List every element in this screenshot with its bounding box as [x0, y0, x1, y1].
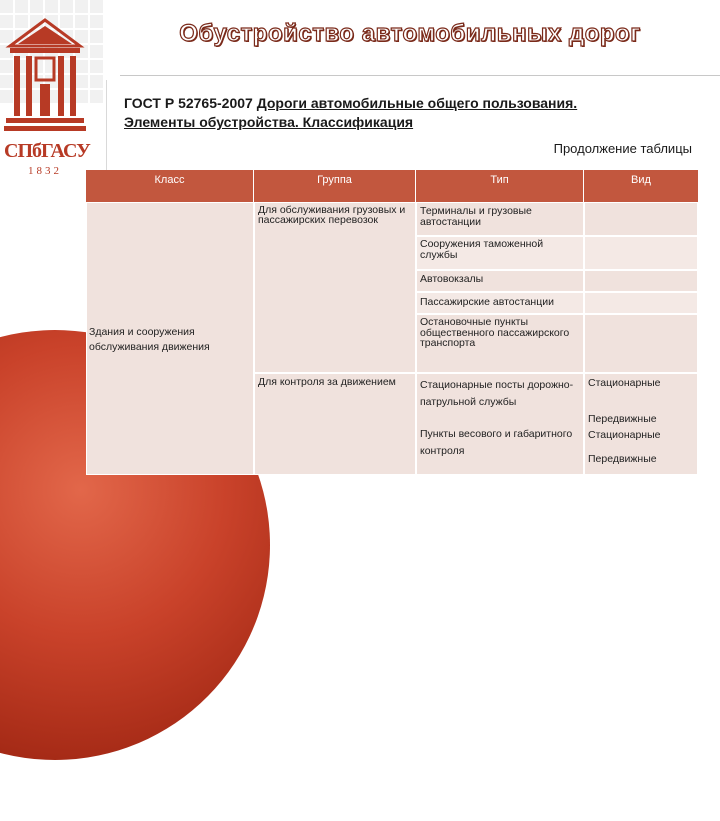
type-label-1: Терминалы и грузовые автостанции	[420, 205, 532, 228]
column-header-kind: Вид	[584, 170, 698, 202]
grid-square	[90, 45, 103, 58]
grid-square	[90, 30, 103, 43]
kind-label-4: Передвижные	[588, 453, 657, 465]
class-label: Здания и сооружения обслуживания движения	[89, 326, 210, 353]
table-continuation-note: Продолжение таблицы	[553, 141, 692, 156]
type-cell-6	[416, 373, 584, 475]
column-header-class: Класс	[86, 170, 254, 202]
kind-cell-2	[584, 236, 698, 270]
class-cell	[86, 202, 254, 475]
kind-label-2: Передвижные	[588, 413, 657, 425]
building-icon	[4, 18, 86, 140]
column-header-type: Тип	[416, 170, 584, 202]
grid-square	[45, 0, 58, 13]
classification-table	[86, 170, 698, 475]
grid-square	[90, 0, 103, 13]
type-label-7: Пункты весового и габаритного контроля	[420, 428, 573, 457]
grid-square	[90, 60, 103, 73]
column-header-group: Группа	[254, 170, 416, 202]
kind-cell-5	[584, 314, 698, 373]
type-cell-2	[416, 236, 584, 270]
type-label-5: Остановочные пункты общественного пассажирского транспорта	[420, 316, 570, 349]
type-cell-3	[416, 270, 584, 292]
type-cell-1	[416, 202, 584, 236]
document-reference-line-1	[124, 95, 577, 111]
kind-cell-6	[584, 373, 698, 475]
grid-square	[0, 0, 13, 13]
title-divider	[120, 75, 720, 76]
type-label-2: Сооружения таможенной службы	[420, 238, 544, 261]
grid-square	[90, 15, 103, 28]
kind-label-3: Стационарные	[588, 429, 661, 441]
type-label-4: Пассажирские автостанции	[420, 296, 554, 308]
kind-cell-1	[584, 202, 698, 236]
type-label-3: Автовокзалы	[420, 273, 484, 285]
logo-text: СПбГАСУ	[4, 140, 90, 162]
group-cell-1	[254, 202, 416, 373]
university-logo	[4, 18, 90, 180]
document-reference-line-2[interactable]: Элементы обустройства. Классификация	[124, 114, 414, 130]
grid-square	[30, 0, 43, 13]
type-label-6: Стационарные посты дорожно-патрульной службы	[420, 379, 574, 408]
kind-label-1: Стационарные	[588, 377, 661, 389]
kind-cell-3	[584, 270, 698, 292]
group-label-1: Для обслуживания грузовых и пассажирских перевозок	[258, 204, 406, 226]
page-title: Обустройство автомобильных дорог	[179, 20, 641, 47]
doc-prefix: ГОСТ Р 52765-2007	[124, 95, 257, 111]
type-cell-5	[416, 314, 584, 373]
grid-square	[90, 90, 103, 103]
grid-square	[15, 0, 28, 13]
grid-square	[75, 0, 88, 13]
doc-link-1[interactable]: Дороги автомобильные общего пользования.	[256, 95, 578, 111]
group-cell-2	[254, 373, 416, 475]
type-cell-4	[416, 292, 584, 314]
logo-year: 1832	[28, 165, 62, 177]
group-label-2: Для контроля за движением	[258, 376, 396, 388]
kind-cell-4	[584, 292, 698, 314]
grid-square	[60, 0, 73, 13]
grid-square	[90, 75, 103, 88]
